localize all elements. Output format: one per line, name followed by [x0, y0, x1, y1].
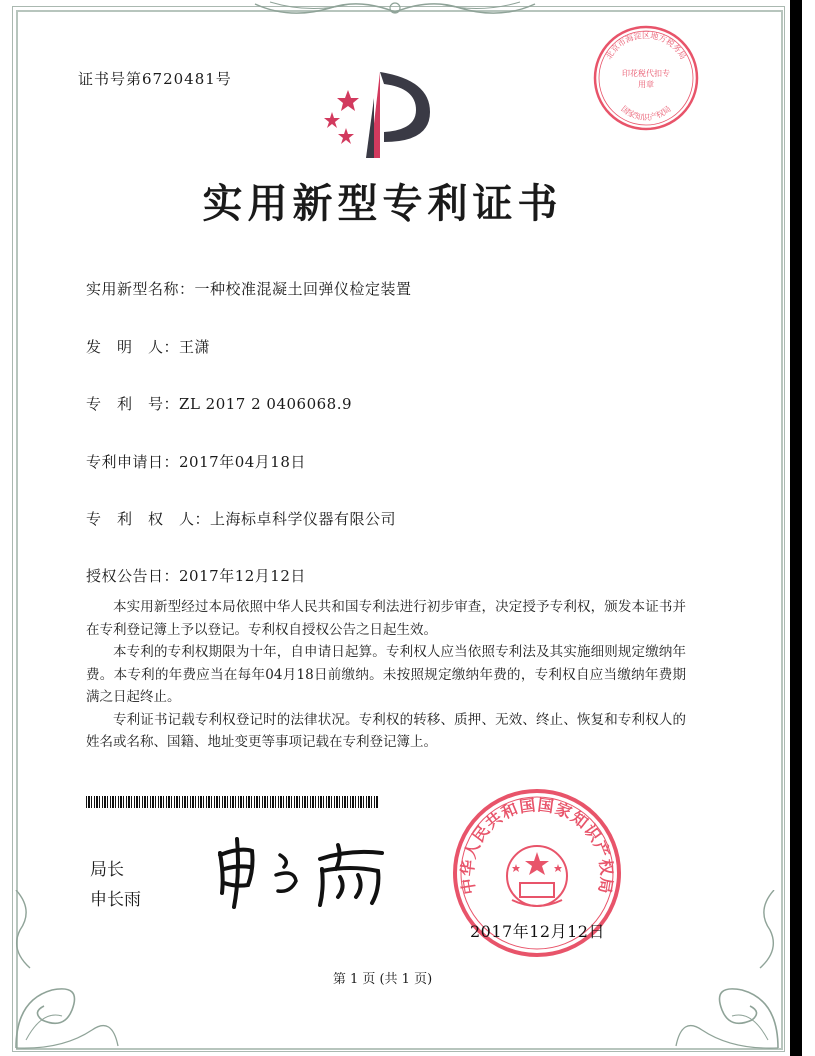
patent-office-emblem-logo	[318, 68, 438, 160]
field-grant-date	[86, 565, 306, 586]
tax-stamp-seal	[592, 24, 700, 132]
tax-stamp-center-text: 印花税代扣专用章	[622, 69, 670, 89]
seal-text: 中华人民共和国国家知识产权局	[457, 795, 617, 896]
tax-stamp-top-text: 北京市海淀区地方税务局	[604, 31, 688, 61]
field-patent-number	[86, 393, 352, 414]
field-value: 上海标卓科学仪器有限公司	[210, 510, 397, 528]
side-ornament-left	[12, 890, 38, 970]
tax-stamp-bottom-text: 国家知识产权局	[619, 104, 673, 122]
field-value: 王潇	[179, 338, 211, 356]
field-value: ZL 2017 2 0406068.9	[179, 395, 353, 413]
director-title: 局长	[90, 860, 124, 880]
field-value: 一种校准混凝土回弹仪检定装置	[194, 280, 412, 298]
certificate-title: 实用新型专利证书	[202, 181, 563, 227]
field-label: 实用新型名称：	[86, 280, 195, 298]
director-signature	[210, 835, 395, 910]
field-inventor	[86, 336, 210, 357]
page-number: 第 1 页 (共 1 页)	[332, 972, 433, 987]
field-label: 专 利 权 人：	[86, 510, 211, 528]
top-ornament	[250, 0, 540, 22]
field-value: 2017年04月18日	[179, 453, 306, 471]
body-paragraph: 本专利的专利权期限为十年，自申请日起算。专利权人应当依照专利法及其实施细则规定缴纳年费。本专利的年费应当在每年04月18日前缴纳。未按照规定缴纳年费的，专利权自应当缴纳年费期满之日起终止。	[86, 644, 686, 705]
field-utility-model-name	[86, 278, 412, 299]
certificate-number: 证书号第6720481号	[78, 70, 232, 88]
field-value: 2017年12月12日	[179, 567, 306, 585]
svg-text:国家知识产权局	[619, 104, 672, 122]
field-application-date	[86, 451, 306, 472]
field-label: 专 利 号：	[86, 395, 180, 413]
certificate-body-text	[86, 596, 686, 754]
scan-edge-bar	[790, 0, 802, 1056]
field-label: 发 明 人：	[86, 338, 180, 356]
director-name: 申长雨	[90, 890, 141, 910]
seal-date: 2017年12月12日	[470, 922, 605, 941]
side-ornament-right	[752, 890, 778, 970]
barcode	[86, 796, 378, 808]
body-paragraph: 本实用新型经过本局依照中华人民共和国专利法进行初步审查，决定授予专利权，颁发本证书并在专利登记簿上予以登记。专利权自授权公告之日起生效。	[86, 599, 686, 638]
field-patentee	[86, 508, 396, 529]
body-paragraph: 专利证书记载专利权登记时的法律状况。专利权的转移、质押、无效、终止、恢复和专利权人的姓名或名称、国籍、地址变更等事项记载在专利登记簿上。	[86, 711, 686, 750]
field-label: 授权公告日：	[86, 567, 180, 585]
field-label: 专利申请日：	[86, 453, 180, 471]
